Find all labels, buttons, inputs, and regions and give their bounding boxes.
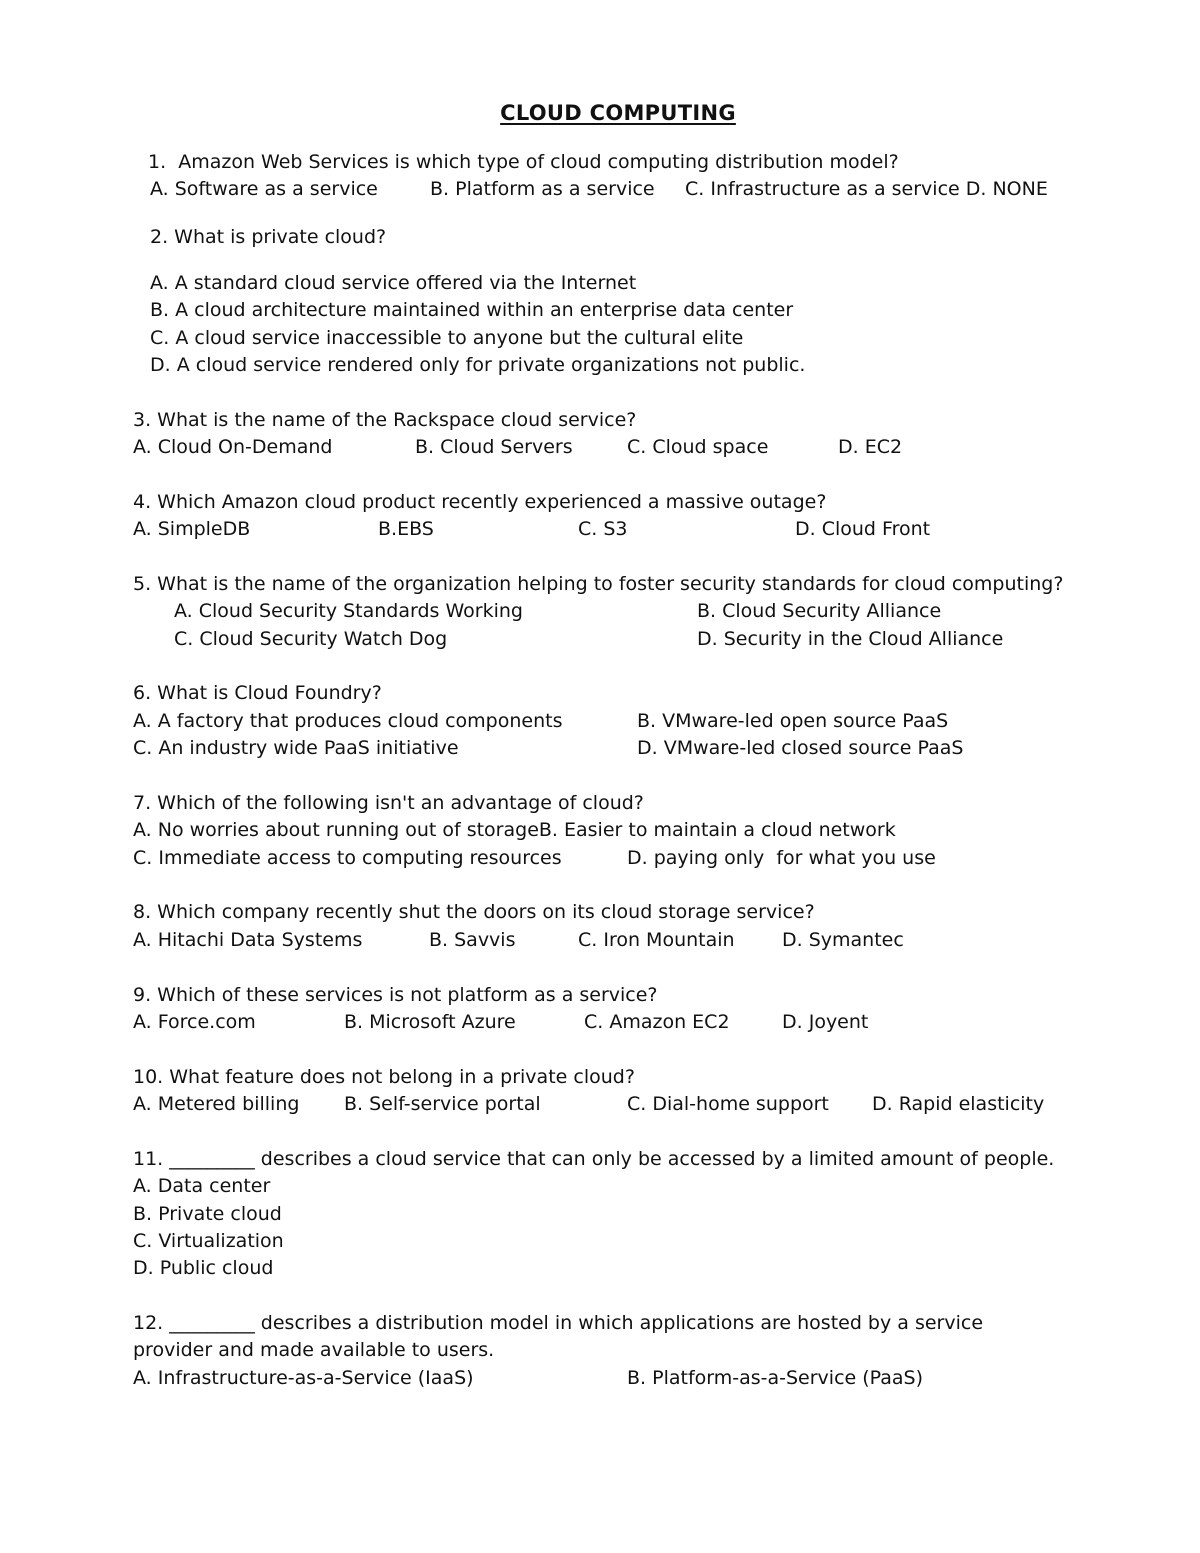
q11-option-c: C. Virtualization bbox=[133, 1230, 284, 1252]
q10-option-c: C. Dial-home support bbox=[627, 1093, 829, 1115]
document-title: CLOUD COMPUTING bbox=[500, 101, 736, 125]
q4-option-b: B.EBS bbox=[378, 518, 434, 540]
question-6: 6. What is Cloud Foundry? bbox=[133, 682, 382, 704]
q7-option-d: D. paying only for what you use bbox=[627, 847, 936, 869]
q6-option-a: A. A factory that produces cloud components bbox=[133, 710, 563, 732]
q11-option-d: D. Public cloud bbox=[133, 1257, 274, 1279]
q3-option-c: C. Cloud space bbox=[627, 436, 769, 458]
q10-option-d: D. Rapid elasticity bbox=[872, 1093, 1045, 1115]
q11-option-b: B. Private cloud bbox=[133, 1203, 282, 1225]
q2-option-a: A. A standard cloud service offered via the Internet bbox=[150, 272, 637, 294]
q6-option-b: B. VMware-led open source PaaS bbox=[637, 710, 949, 732]
q12-option-b: B. Platform-as-a-Service (PaaS) bbox=[627, 1367, 924, 1389]
q7-option-c: C. Immediate access to computing resources bbox=[133, 847, 562, 869]
question-12-continued: provider and made available to users. bbox=[133, 1339, 495, 1361]
q9-option-b: B. Microsoft Azure bbox=[344, 1011, 516, 1033]
q10-option-b: B. Self-service portal bbox=[344, 1093, 541, 1115]
q5-option-c: C. Cloud Security Watch Dog bbox=[174, 628, 448, 650]
q3-option-d: D. EC2 bbox=[838, 436, 903, 458]
q8-option-c: C. Iron Mountain bbox=[578, 929, 735, 951]
q10-option-a: A. Metered billing bbox=[133, 1093, 300, 1115]
q6-option-c: C. An industry wide PaaS initiative bbox=[133, 737, 459, 759]
question-2: 2. What is private cloud? bbox=[150, 226, 387, 248]
question-5: 5. What is the name of the organization helping to foster security standards for cloud computing? bbox=[133, 573, 1064, 595]
q9-option-c: C. Amazon EC2 bbox=[584, 1011, 730, 1033]
q2-option-d: D. A cloud service rendered only for private organizations not public. bbox=[150, 354, 806, 376]
q2-option-c: C. A cloud service inaccessible to anyone but the cultural elite bbox=[150, 327, 744, 349]
q9-option-a: A. Force.com bbox=[133, 1011, 256, 1033]
q7-option-ab: A. No worries about running out of storageB. Easier to maintain a cloud network bbox=[133, 819, 896, 841]
q9-option-d: D. Joyent bbox=[782, 1011, 869, 1033]
q11-option-a: A. Data center bbox=[133, 1175, 271, 1197]
q4-option-c: C. S3 bbox=[578, 518, 628, 540]
q1-option-b: B. Platform as a service bbox=[430, 178, 655, 200]
question-10: 10. What feature does not belong in a private cloud? bbox=[133, 1066, 635, 1088]
q8-option-b: B. Savvis bbox=[429, 929, 516, 951]
q2-option-b: B. A cloud architecture maintained within an enterprise data center bbox=[150, 299, 794, 321]
question-11: 11. _________ describes a cloud service that can only be accessed by a limited amount of people. bbox=[133, 1148, 1055, 1170]
q8-option-d: D. Symantec bbox=[782, 929, 904, 951]
q4-option-d: D. Cloud Front bbox=[795, 518, 931, 540]
q5-option-b: B. Cloud Security Alliance bbox=[697, 600, 942, 622]
q6-option-d: D. VMware-led closed source PaaS bbox=[637, 737, 964, 759]
q12-option-a: A. Infrastructure-as-a-Service (IaaS) bbox=[133, 1367, 474, 1389]
question-8: 8. Which company recently shut the doors on its cloud storage service? bbox=[133, 901, 815, 923]
question-1: 1. Amazon Web Services is which type of cloud computing distribution model? bbox=[148, 151, 899, 173]
q3-option-a: A. Cloud On-Demand bbox=[133, 436, 333, 458]
question-12: 12. _________ describes a distribution model in which applications are hosted by a service bbox=[133, 1312, 984, 1334]
q1-option-c: C. Infrastructure as a service D. NONE bbox=[685, 178, 1048, 200]
question-4: 4. Which Amazon cloud product recently experienced a massive outage? bbox=[133, 491, 827, 513]
q3-option-b: B. Cloud Servers bbox=[415, 436, 573, 458]
q5-option-a: A. Cloud Security Standards Working bbox=[174, 600, 523, 622]
q5-option-d: D. Security in the Cloud Alliance bbox=[697, 628, 1004, 650]
q4-option-a: A. SimpleDB bbox=[133, 518, 251, 540]
question-3: 3. What is the name of the Rackspace cloud service? bbox=[133, 409, 637, 431]
q1-option-a: A. Software as a service bbox=[150, 178, 378, 200]
question-7: 7. Which of the following isn't an advantage of cloud? bbox=[133, 792, 644, 814]
q8-option-a: A. Hitachi Data Systems bbox=[133, 929, 363, 951]
question-9: 9. Which of these services is not platform as a service? bbox=[133, 984, 658, 1006]
